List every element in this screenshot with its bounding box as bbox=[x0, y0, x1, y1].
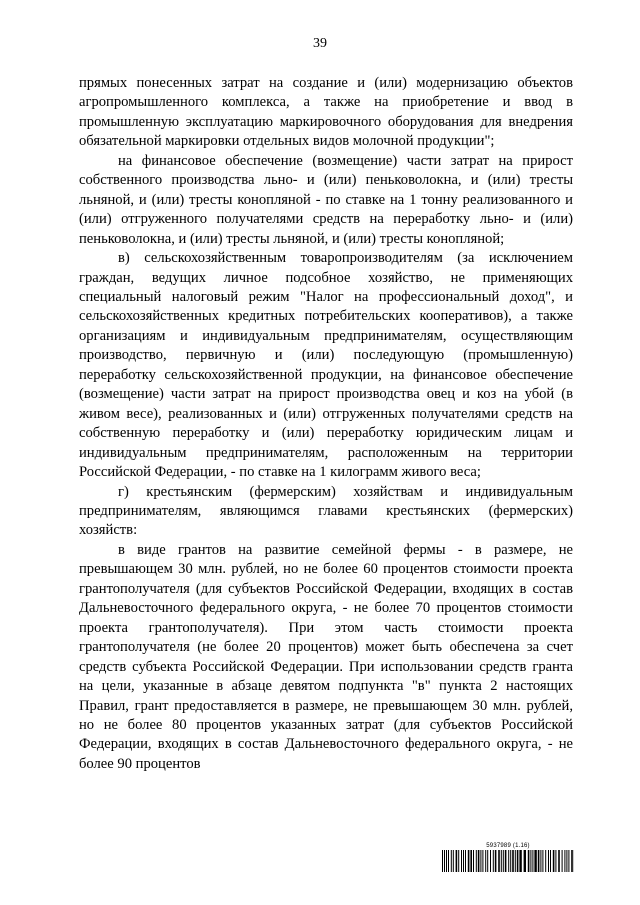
page-number: 39 bbox=[313, 36, 327, 51]
document-body bbox=[79, 74, 573, 774]
paragraph-family-farm-grants: в виде грантов на развитие семейной фермы - в размере, не превышающем 30 млн. рублей, но не более 60 процентов стоимости проекта грантополучателя (для субъектов Российской Федерации, входящих в состав Дальневосточного федерального округа, - не более 70 процентов стоимости проекта грантополучателя). При этом часть стоимости проекта грантополучателя (не более 20 процентов) может быть обеспечена за счет средств субъекта Российской Федерации. При использовании средств гранта на цели, указанные в абзаце девятом подпункта "в" пункта 2 настоящих Правил, грант предоставляется в размере, не превышающем 30 млн. рублей, но не более 80 процентов указанных затрат (для субъектов Российской Федерации, входящих в состав Дальневосточного федерального округа, - не более 90 процентов bbox=[79, 541, 573, 772]
paragraph-flax-subsidy: на финансовое обеспечение (возмещение) части затрат на прирост собственного производства льно- и (или) пеньковолокна, и (или) тресты льняной, и (или) тресты конопляной - по ставке на 1 тонну реализованного и (или) отгруженного получателями средств на переработку льно- и (или) пеньковолокна, и (или) тресты льняной, и (или) тресты конопляной; bbox=[79, 152, 573, 247]
paragraph-continuation: прямых понесенных затрат на создание и (или) модернизацию объектов агропромышленного комплекса, а также на приобретение и ввод в промышленную эксплуатацию маркировочного оборудования для внедрения обязательной маркировки отдельных видов молочной продукции"; bbox=[79, 75, 573, 150]
paragraph-item-v: в) сельскохозяйственным товаропроизводителям (за исключением граждан, ведущих личное подсобное хозяйство, не применяющих специальный налоговый режим "Налог на профессиональный доход", и сельскохозяйственных кредитных потребительских кооперативов), а также организациям и индивидуальным предпринимателям, осуществляющим производство, первичную и (или) последующую (промышленную) переработку сельскохозяйственной продукции, на финансовое обеспечение (возмещение) части затрат на прирост производства овец и коз на убой (в живом весе), реализованных и (или) отгруженных получателями средств на собственную переработку и (или) переработку юридическим лицам и индивидуальным предпринимателям, расположенным на территории Российской Федерации, - по ставке на 1 килограмм живого веса; bbox=[79, 250, 573, 481]
barcode-icon bbox=[442, 850, 574, 872]
document-code: 5937989 (1.16) bbox=[486, 843, 530, 849]
paragraph-item-g: г) крестьянским (фермерским) хозяйствам и индивидуальным предпринимателям, являющимся главами крестьянских (фермерских) хозяйств: bbox=[79, 483, 573, 539]
